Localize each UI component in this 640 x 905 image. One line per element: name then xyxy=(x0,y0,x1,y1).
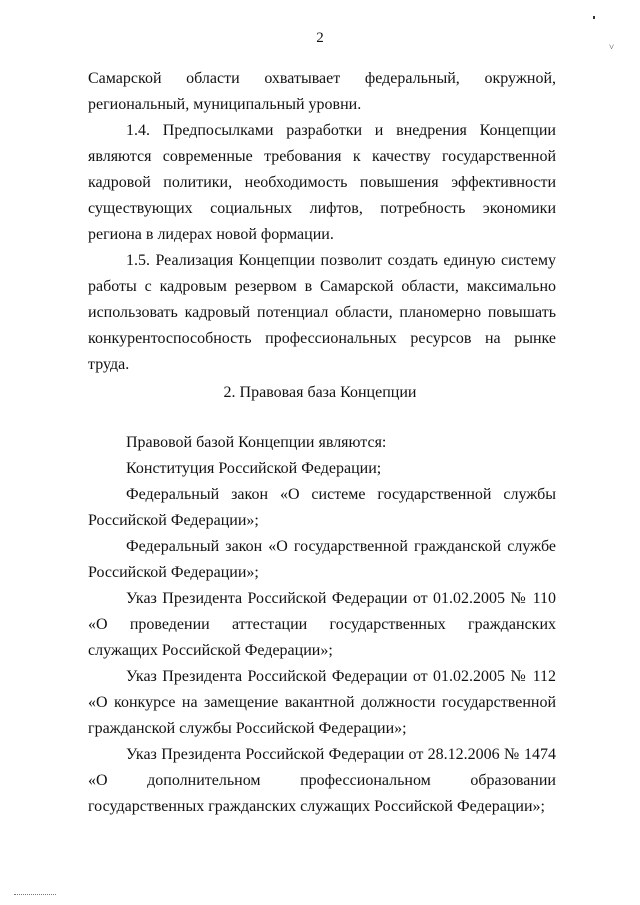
paragraph: 1.5. Реализация Концепции позволит создать единую систему работы с кадровым резервом в Самарской области, максимально использовать кадровый потенциал области, планомерно повышать конкурентоспособность профессиональных ресурсов на рынке труда. xyxy=(88,252,556,373)
paragraph: 1.4. Предпосылками разработки и внедрения Концепции являются современные требования к качеству государственной кадровой политики, необходимость повышения эффективности существующих социальных лифтов, потребность экономики региона в лидерах новой формации. xyxy=(88,122,556,243)
section-heading: 2. Правовая база Концепции xyxy=(223,384,417,401)
paragraph: Указ Президента Российской Федерации от 01.02.2005 № 112 «О конкурсе на замещение вакантной должности государственной гражданской службы Российской Федерации»; xyxy=(88,668,556,737)
body-text-top xyxy=(88,66,556,378)
scan-speck xyxy=(593,16,595,19)
paragraph: Правовой базой Концепции являются: xyxy=(126,434,387,451)
paragraph: Указ Президента Российской Федерации от 01.02.2005 № 110 «О проведении аттестации государственных гражданских служащих Российской Федерации»; xyxy=(88,590,556,659)
paragraph: Конституция Российской Федерации; xyxy=(126,460,382,477)
paragraph: Федеральный закон «О государственной гражданской службе Российской Федерации»; xyxy=(88,538,556,581)
page-number: 2 xyxy=(316,30,324,46)
paragraph: Указ Президента Российской Федерации от 28.12.2006 № 1474 «О дополнительном профессиональном образовании государственных гражданских служащих Российской Федерации»; xyxy=(88,746,556,815)
paragraph: Федеральный закон «О системе государственной службы Российской Федерации»; xyxy=(88,486,556,529)
body-text-legal-basis xyxy=(88,430,556,820)
scan-edge-line xyxy=(14,894,56,896)
scan-mark: ˅ xyxy=(609,42,615,52)
paragraph: Самарской области охватывает федеральный, окружной, региональный, муниципальный уровни. xyxy=(88,70,556,113)
